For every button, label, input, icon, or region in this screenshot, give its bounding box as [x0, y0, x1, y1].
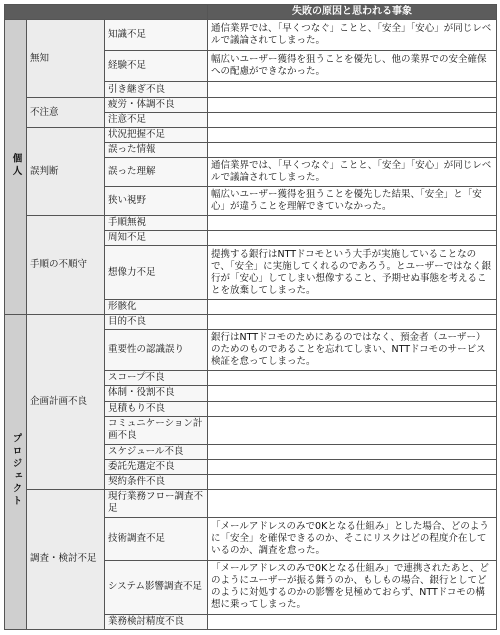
factor-cell: 契約条件不良 — [105, 474, 208, 489]
category-cell — [5, 20, 27, 315]
description-cell: 「メールアドレスのみで0Kとなる仕組み」とした場合、どのように「安全」を確保できるのか、そこにリスクはどの程度介在しているのか、調査を怠った。 — [208, 517, 497, 560]
factor-cell: 体制・役割不良 — [105, 386, 208, 401]
description-cell: 「メールアドレスのみで0Kとなる仕組み」で連携されたあと、どのようにユーザーが振る舞うのか、もしもの場合、銀行としてどのように対処するのかの影響を見極めておらず、NTTドコモの構想に乗ってしまった。 — [208, 560, 497, 614]
description-cell — [208, 128, 497, 143]
subcategory-cell: 不注意 — [27, 98, 105, 128]
description-cell — [208, 401, 497, 416]
subcategory-cell: 誤判断 — [27, 128, 105, 216]
description-cell — [208, 231, 497, 246]
category-label: 個人 — [10, 152, 22, 178]
factor-cell: 引き継ぎ不良 — [105, 82, 208, 98]
category-cell — [5, 315, 27, 630]
factor-cell: 想像力不足 — [105, 246, 208, 300]
factor-cell: 見積もり不良 — [105, 401, 208, 416]
factor-cell: 形骸化 — [105, 300, 208, 315]
description-cell — [208, 315, 497, 330]
description-cell — [208, 98, 497, 113]
factor-cell: システム影響調査不足 — [105, 560, 208, 614]
failure-cause-table — [4, 4, 497, 630]
header-corner — [5, 5, 208, 20]
description-cell: 幅広いユーザー獲得を狙うことを優先し、他の業界での安全確保への配慮ができなかった。 — [208, 51, 497, 82]
description-cell: 通信業界では、「早くつなぐ」ことと、「安全」「安心」が同じレベルで議論されてしまった。 — [208, 20, 497, 51]
factor-cell: 経験不足 — [105, 51, 208, 82]
factor-cell: 周知不足 — [105, 231, 208, 246]
subcategory-cell: 企画計画不良 — [27, 315, 105, 489]
factor-cell: 委託先選定不良 — [105, 459, 208, 474]
description-cell: 銀行はNTTドコモのためにあるのではなく、預金者（ユーザー）のためのものであることを忘れてしまい、NTTドコモのサービス検証を怠ってしまった。 — [208, 330, 497, 371]
description-cell — [208, 371, 497, 386]
description-cell: 提携する銀行はNTTドコモという大手が実施していることなので、「安全」に実施してくれるのであろう。とユーザーではなく銀行が「安心」してしまい想像すること、予期せぬ事態を考えることを放棄してしまった。 — [208, 246, 497, 300]
description-cell — [208, 474, 497, 489]
description-cell: 幅広いユーザー獲得を狙うことを優先した結果、「安全」と「安心」が違うことを理解できていなかった。 — [208, 187, 497, 216]
description-cell — [208, 113, 497, 128]
factor-cell: スコープ不良 — [105, 371, 208, 386]
factor-cell: 重要性の認識誤り — [105, 330, 208, 371]
category-label: プロジェクト — [10, 432, 22, 508]
description-cell — [208, 386, 497, 401]
factor-cell: 知識不足 — [105, 20, 208, 51]
factor-cell: 注意不足 — [105, 113, 208, 128]
factor-cell: 狭い視野 — [105, 187, 208, 216]
header-title: 失敗の原因と思われる事象 — [208, 5, 497, 20]
factor-cell: 誤った理解 — [105, 158, 208, 187]
description-cell — [208, 300, 497, 315]
factor-cell: 業務検討精度不良 — [105, 614, 208, 629]
description-cell — [208, 143, 497, 158]
description-cell: 通信業界では、「早くつなぐ」ことと、「安全」「安心」が同じレベルで議論されてしまった。 — [208, 158, 497, 187]
factor-cell: 手順無視 — [105, 216, 208, 231]
factor-cell: スケジュール不良 — [105, 444, 208, 459]
factor-cell: 技術調査不足 — [105, 517, 208, 560]
factor-cell: 現行業務フロー調査不足 — [105, 489, 208, 517]
subcategory-cell: 手順の不順守 — [27, 216, 105, 315]
subcategory-cell: 調査・検討不足 — [27, 489, 105, 629]
description-cell — [208, 614, 497, 629]
description-cell — [208, 216, 497, 231]
factor-cell: 疲労・体調不良 — [105, 98, 208, 113]
factor-cell: 状況把握不足 — [105, 128, 208, 143]
factor-cell: 目的不良 — [105, 315, 208, 330]
factor-cell: コミュニケーション計画不良 — [105, 416, 208, 444]
description-cell — [208, 82, 497, 98]
subcategory-cell: 無知 — [27, 20, 105, 98]
description-cell — [208, 444, 497, 459]
description-cell — [208, 489, 497, 517]
factor-cell: 誤った情報 — [105, 143, 208, 158]
description-cell — [208, 459, 497, 474]
description-cell — [208, 416, 497, 444]
